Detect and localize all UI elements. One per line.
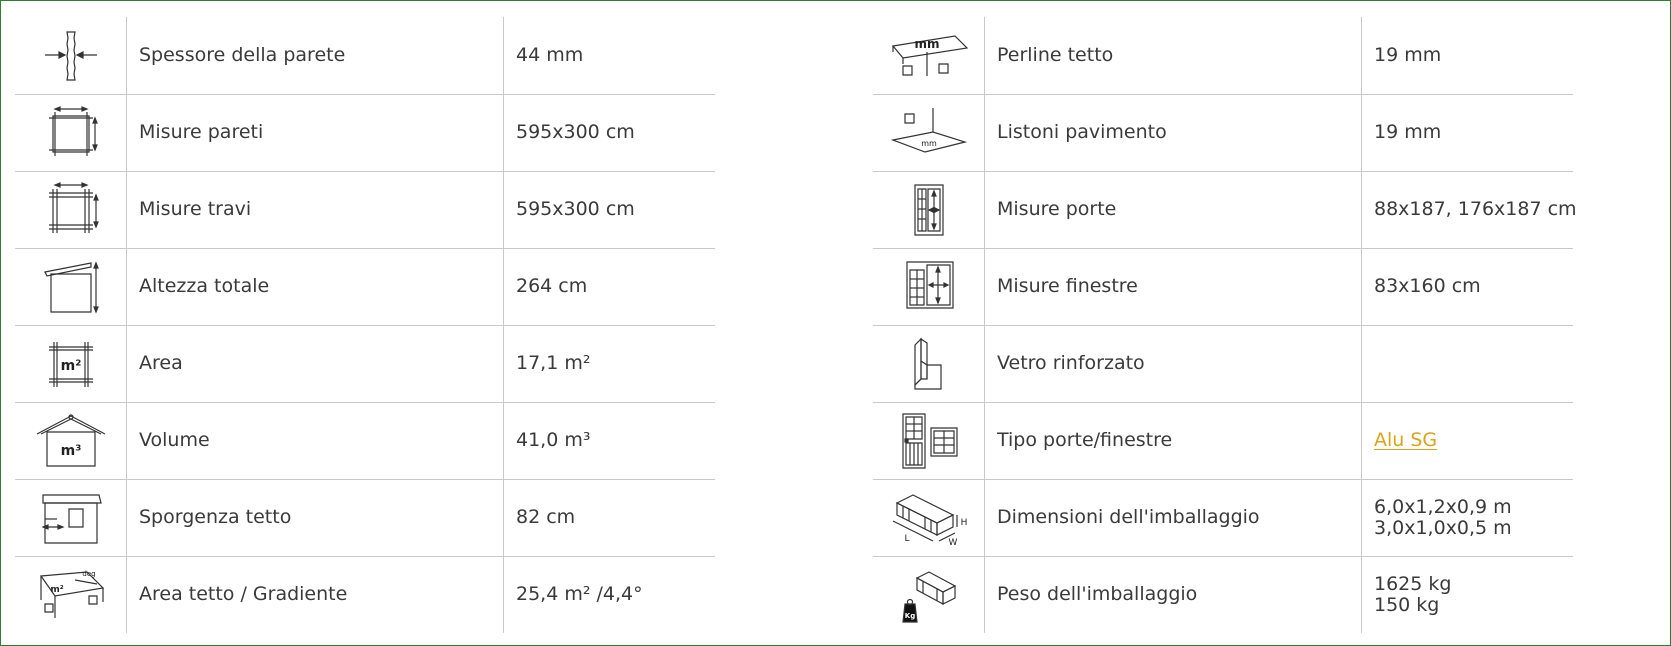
area-icon — [15, 335, 126, 393]
spec-row-wall-dimensions — [15, 94, 715, 171]
specs-table-left — [15, 17, 715, 633]
spec-row-beam-dimensions — [15, 171, 715, 248]
total-height-icon — [15, 258, 126, 316]
spec-row-window-dimensions — [873, 248, 1573, 325]
roof-slope-icon-text: deg — [81, 569, 96, 578]
spec-label: Misure pareti — [139, 121, 264, 143]
spec-label: Area — [139, 352, 183, 374]
spec-row-area — [15, 325, 715, 402]
spec-row-volume — [15, 402, 715, 479]
package-weight-icon — [873, 566, 984, 624]
roof-overhang-icon — [15, 489, 126, 547]
roof-boards-icon — [873, 26, 984, 84]
spec-value: 19 mm — [1374, 121, 1442, 143]
beam-dimensions-icon — [15, 181, 126, 239]
spec-label: Area tetto / Gradiente — [139, 583, 348, 606]
spec-label: Misure travi — [139, 198, 252, 220]
spec-label: Tipo porte/finestre — [997, 429, 1173, 451]
spec-value: 41,0 m³ — [516, 429, 591, 451]
spec-label: Perline tetto — [997, 43, 1114, 66]
spec-row-package-weight — [873, 556, 1573, 633]
spec-label: Volume — [139, 429, 210, 451]
door-window-type-link[interactable]: Alu SG — [1374, 429, 1438, 451]
area-icon-text: m² — [60, 357, 81, 374]
volume-icon — [15, 412, 126, 470]
spec-row-total-height — [15, 248, 715, 325]
spec-value: 19 mm — [1374, 43, 1442, 66]
package-height-icon-text: H — [960, 517, 967, 528]
roof-boards-icon-text: mm — [913, 37, 940, 52]
spec-value: 17,1 m² — [516, 352, 591, 374]
door-dimensions-icon — [873, 181, 984, 239]
spec-value: 25,4 m² /4,4° — [516, 583, 643, 606]
spec-row-package-dimensions — [873, 479, 1573, 556]
volume-icon-text: m³ — [60, 442, 81, 459]
door-window-type-icon — [873, 412, 984, 470]
spec-label: Sporgenza tetto — [139, 506, 292, 528]
spec-value: 44 mm — [516, 43, 584, 66]
spec-label: Misure porte — [997, 198, 1117, 220]
package-weight-icon-text: Kg — [904, 611, 915, 620]
spec-value: 88x187, 176x187 cm — [1374, 198, 1577, 220]
wall-thickness-icon — [15, 26, 126, 84]
spec-label: Vetro rinforzato — [997, 352, 1145, 374]
spec-value: 83x160 cm — [1374, 275, 1481, 297]
spec-value: 6,0x1,2x0,9 m 3,0x1,0x0,5 m — [1374, 495, 1512, 539]
spec-label: Listoni pavimento — [997, 121, 1167, 143]
spec-row-roof-boards — [873, 17, 1573, 94]
spec-label: Peso dell'imballaggio — [997, 583, 1198, 606]
spec-label: Dimensioni dell'imballaggio — [997, 506, 1260, 528]
floor-boards-icon-text: mm — [920, 138, 937, 148]
package-dimensions-icon — [873, 489, 984, 547]
spec-row-door-window-type — [873, 402, 1573, 479]
spec-row-roof-overhang — [15, 479, 715, 556]
spec-label: Misure finestre — [997, 275, 1138, 297]
wall-dimensions-icon — [15, 104, 126, 162]
specs-table-right — [873, 17, 1577, 633]
reinforced-glass-icon — [873, 335, 984, 393]
spec-value: 595x300 cm — [516, 121, 635, 143]
spec-value: 595x300 cm — [516, 198, 635, 220]
package-width-icon-text: W — [948, 537, 957, 547]
spec-label: Altezza totale — [139, 275, 270, 297]
spec-label: Spessore della parete — [139, 43, 346, 66]
package-length-icon-text: L — [903, 533, 910, 544]
roof-area-icon-text: m² — [49, 584, 64, 595]
spec-row-wall-thickness — [15, 17, 715, 94]
spec-row-floor-boards — [873, 94, 1573, 171]
spec-row-reinforced-glass — [873, 325, 1573, 402]
spec-value: 1625 kg 150 kg — [1374, 572, 1452, 616]
spec-row-door-dimensions — [873, 171, 1573, 248]
spec-value: 82 cm — [516, 506, 576, 528]
spec-value: 264 cm — [516, 275, 588, 297]
roof-area-slope-icon — [15, 566, 126, 624]
window-dimensions-icon — [873, 258, 984, 316]
floor-boards-icon — [873, 104, 984, 162]
spec-row-roof-area-slope — [15, 556, 715, 633]
